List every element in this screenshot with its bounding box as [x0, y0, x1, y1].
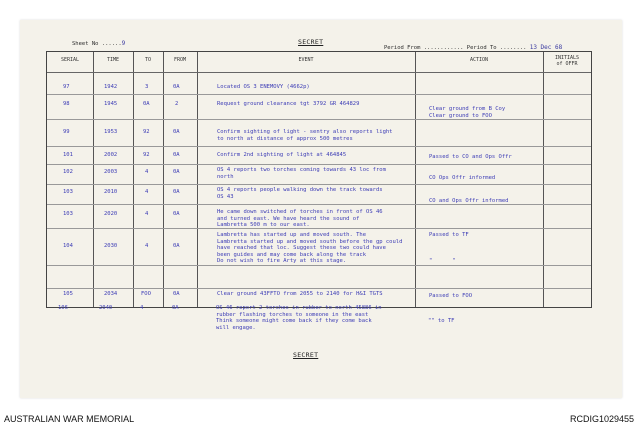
row-rule: [47, 288, 591, 289]
to-cell: 4: [145, 211, 149, 217]
time-cell: 1942: [104, 84, 118, 90]
from-cell: 0A: [173, 129, 180, 135]
to-cell: 0A: [143, 101, 150, 107]
column-header-action: ACTION: [469, 57, 489, 63]
event-cell: He came down switched of torches in front of OS 46 and turned east. We have heard the sound of Lambretta 500 m to our east.: [217, 209, 383, 228]
row-rule: [47, 204, 591, 205]
serial-cell: 103: [63, 211, 73, 217]
period-to-value: 13 Dec 68: [529, 44, 563, 51]
serial-cell: 99: [63, 129, 70, 135]
action-cell: Clear ground from B Coy Clear ground to FOO: [429, 106, 506, 119]
event-cell: Confirm 2nd sighting of light at 464845: [217, 152, 347, 158]
bottom-secret-label: SECRET: [293, 351, 319, 359]
serial-cell: 103: [63, 189, 73, 195]
column-divider: [163, 52, 164, 307]
column-header-initials: INITIALS of OFFR: [554, 55, 580, 67]
action-cell: Passed to TF " ": [429, 232, 469, 264]
event-cell: Clear ground 43FFTO from 2055 to 2140 for H&I TGTS: [217, 291, 383, 297]
log-table: [46, 51, 592, 308]
row-rule: [47, 146, 591, 147]
to-cell: 3: [145, 84, 149, 90]
from-cell: 0A: [173, 291, 180, 297]
column-header-time: TIME: [106, 57, 120, 63]
to-cell: 92: [143, 129, 150, 135]
column-header-event: EVENT: [298, 57, 314, 63]
archive-name: AUSTRALIAN WAR MEMORIAL: [4, 414, 135, 424]
time-cell: 2020: [104, 211, 118, 217]
to-cell: 4: [140, 305, 144, 311]
from-cell: 0A: [173, 152, 180, 158]
time-cell: 1953: [104, 129, 118, 135]
page-title: SECRET: [298, 38, 324, 46]
action-cell: Passed to FOO: [429, 293, 473, 299]
serial-cell: 106: [58, 305, 68, 311]
column-header-serial: SERIAL: [60, 57, 80, 63]
column-header-to: TO: [144, 57, 152, 63]
serial-cell: 98: [63, 101, 70, 107]
row-rule: [47, 94, 591, 95]
serial-cell: 97: [63, 84, 70, 90]
action-cell: Passed to CO and Ops Offr: [429, 154, 512, 160]
serial-cell: 101: [63, 152, 73, 158]
to-cell: FOO: [141, 291, 151, 297]
column-divider: [415, 52, 416, 307]
serial-cell: 105: [63, 291, 73, 297]
time-cell: 2034: [104, 291, 118, 297]
row-rule: [47, 119, 591, 120]
column-divider: [133, 52, 134, 307]
sheet-number-label: Sheet No ......9: [72, 40, 126, 47]
column-divider: [197, 52, 198, 307]
event-cell: Lambretta has started up and moved south. The Lambretta started up and moved south before the gp could have reached that loc. Suggest these two could have been guides and may come back along the track Do not wish to fire Arty at this stage.: [217, 232, 403, 264]
column-divider: [543, 52, 544, 307]
action-cell: CO and Ops Offr informed: [429, 198, 509, 204]
event-cell: Confirm sighting of light - sentry also reports light to north at distance of approx 500 metres: [217, 129, 393, 142]
event-cell: OS 46 report 2 torches in rubber to north 45886 in rubber flashing torches to someone in the east Think someone might come back if they come back will engage.: [216, 305, 382, 331]
header-rule: [47, 72, 591, 73]
from-cell: 0A: [173, 169, 180, 175]
from-cell: 0A: [173, 211, 180, 217]
time-cell: 2010: [104, 189, 118, 195]
action-cell: "" to TF: [428, 318, 455, 324]
serial-cell: 102: [63, 169, 73, 175]
from-cell: 0A: [173, 84, 180, 90]
to-cell: 4: [145, 169, 149, 175]
sheet-number-value: 9: [121, 40, 126, 47]
time-cell: 1945: [104, 101, 118, 107]
record-id: RCDIG1029455: [569, 414, 634, 424]
row-rule: [47, 265, 591, 266]
from-cell: 0A: [173, 189, 180, 195]
time-cell: 2003: [104, 169, 118, 175]
to-cell: 92: [143, 152, 150, 158]
serial-cell: 104: [63, 243, 73, 249]
time-cell: 2030: [104, 243, 118, 249]
event-cell: OS 4 reports people walking down the track towards OS 43: [217, 187, 383, 200]
from-cell: 2: [175, 101, 179, 107]
time-cell: 2040: [99, 305, 113, 311]
period-label: Period From ............ Period To ........ 13 Dec 68: [384, 44, 563, 51]
action-cell: CO Ops Offr informed: [429, 175, 496, 181]
to-cell: 4: [145, 243, 149, 249]
event-cell: Request ground clearance tgt 3792 GR 464829: [217, 101, 360, 107]
to-cell: 4: [145, 189, 149, 195]
event-cell: OS 4 reports two torches coming towards 43 loc from north: [217, 167, 386, 180]
from-cell: 0A: [173, 243, 180, 249]
event-cell: Located OS 3 ENEMOVY (4662p): [217, 84, 310, 90]
time-cell: 2002: [104, 152, 118, 158]
column-header-from: FROM: [173, 57, 187, 63]
from-cell: 0A: [172, 305, 179, 311]
row-rule: [47, 184, 591, 185]
column-divider: [93, 52, 94, 307]
row-rule: [47, 164, 591, 165]
